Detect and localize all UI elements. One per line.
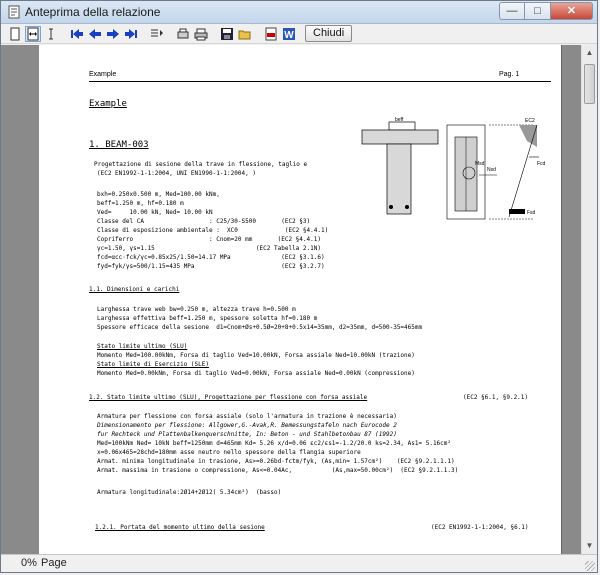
- param-line-6: Copriferro : Cnom=20 mm (EC2 §4.4.1): [97, 236, 321, 243]
- arrow-left-icon: [88, 27, 102, 41]
- intro-line-2: (EC2 EN1992-1-1:2004, UNI EN1990-1-1:2004, ): [97, 170, 256, 177]
- list-arrow-icon: [150, 27, 164, 41]
- toolbar: [1, 24, 597, 44]
- flex-line-5: x=0.06x465=28chd=180mm asse neutro nello spessore della flangia superiore: [97, 449, 361, 456]
- printer-setup-icon: [176, 27, 190, 41]
- subsection-1-2-1: 1.2.1. Portata del momento ultimo della sesione: [95, 524, 265, 531]
- dims-line-1: Larghessa trave web bw=0.250 m, altezza trave h=0.500 m: [97, 306, 296, 313]
- ec2-label: EC2: [525, 118, 535, 124]
- dims-line-2: Larghessa effettiva beff=1.250 m, spessore soletta hf=0.180 m: [97, 315, 318, 322]
- window-title: Anteprima della relazione: [25, 5, 161, 19]
- resize-grip-icon[interactable]: [585, 561, 595, 571]
- document-icon: [7, 5, 21, 19]
- param-line-9: fyd=fyk/γs=500/1.15=435 MPa (EC2 §3.2.7): [97, 263, 325, 270]
- print-button[interactable]: [193, 26, 209, 42]
- dims-line-3: Spessore efficace della sesione d1=Cnom+Øs+0.5Ø=20+8+0.5x14=35mm, d2=35mm, d=500-35=465mm: [97, 324, 423, 331]
- flex-line-3: fur Rechteck und Plattenbalkenquerschnitte, In: Beton - und Stahlbetonbau 87 (1992): [97, 431, 397, 438]
- page-width-icon: [26, 27, 40, 41]
- scroll-up-arrow-icon[interactable]: ▲: [585, 48, 594, 57]
- subsection-1-2: 1.2. Stato limite ultimo (SLU), Progettazione per flessione con forsa assiale: [89, 394, 368, 401]
- printer-icon: [194, 27, 208, 41]
- param-line-2: beff=1.250 m, hf=0.180 m: [97, 200, 184, 207]
- slu-text: Momento Med=100.00kNm, Forsa di taglio Ved=10.00kN, Forsa assiale Ned=10.00kN (trazione): [97, 352, 415, 359]
- export-word-button[interactable]: [281, 26, 297, 42]
- beam-section-figure: [359, 117, 549, 227]
- status-percent: 0%: [21, 557, 37, 569]
- first-page-icon: [70, 27, 84, 41]
- header-rule: [89, 81, 551, 82]
- first-page-button[interactable]: [69, 26, 85, 42]
- document-viewport[interactable]: [1, 45, 581, 554]
- flex-line-7: Armat. massima in trasione o compressione, As<=0.04Ac, (As,max=50.00cm²) (EC2 §9.2.1.1.3): [97, 467, 459, 474]
- single-page-button[interactable]: [7, 26, 23, 42]
- scrollbar-thumb[interactable]: [584, 64, 595, 104]
- flex-line-1: Armatura per flessione con forsa assiale (solo l'armatura in trazione è necessaria): [97, 413, 397, 420]
- open-button[interactable]: [237, 26, 253, 42]
- subsection-1-2-ref: (EC2 §6.1, §9.2.1): [463, 394, 529, 401]
- single-page-icon: [8, 27, 22, 41]
- close-preview-button[interactable]: Chiudi: [305, 25, 352, 42]
- status-page: Page: [41, 557, 67, 569]
- maximize-button[interactable]: □: [525, 2, 551, 20]
- subsection-1-2-1-ref: (EC2 EN1992-1-1:2004, §6.1): [431, 524, 529, 531]
- minimize-button[interactable]: —: [499, 2, 525, 20]
- fsd-label: Fsd: [527, 210, 536, 216]
- doc-title: Example: [89, 99, 127, 109]
- header-page-number: Pag. 1: [499, 71, 520, 78]
- go-to-page-button[interactable]: [149, 26, 165, 42]
- status-bar: [1, 554, 597, 573]
- pdf-icon: [264, 27, 278, 41]
- last-page-icon: [124, 27, 138, 41]
- save-button[interactable]: [219, 26, 235, 42]
- previous-page-button[interactable]: [87, 26, 103, 42]
- fcd-label: Fcd: [537, 161, 546, 167]
- param-line-1: bxh=0.250x0.500 m, Med=100.00 kNm,: [97, 191, 220, 198]
- last-page-button[interactable]: [123, 26, 139, 42]
- param-line-7: γc=1.50, γs=1.15 (EC2 Tabella 2.1N): [97, 245, 321, 252]
- text-cursor-icon: [44, 27, 58, 41]
- param-line-3: Ved= 10.00 kN, Ned= 10.00 kN: [97, 209, 213, 216]
- intro-line-1: Progettazione di sesione della trave in flessione, taglio e: [94, 161, 308, 168]
- sle-label: Stato limite di Esercizio (SLE): [97, 361, 209, 368]
- nsd-label: Nsd: [487, 167, 496, 173]
- sle-text: Momento Med=0.00kNm, Forsa di taglio Ved=0.00kN, Forsa assiale Ned=0.00kN (compressione): [97, 370, 415, 377]
- flex-line-2: Dimensionamento per flessione: Allgower,G.-Avak,R. Bemessungstafeln nach Eurocode 2: [97, 422, 397, 429]
- window-controls: [499, 2, 593, 20]
- print-setup-button[interactable]: [175, 26, 191, 42]
- param-line-5: Classe di esposizione ambientale : XC0 (EC2 §4.4.1): [97, 227, 329, 234]
- slu-label: Stato limite ultimo (SLU): [97, 343, 188, 350]
- svg-text:W: W: [284, 29, 294, 41]
- export-pdf-button[interactable]: [263, 26, 279, 42]
- section-heading: 1. BEAM-003: [89, 140, 149, 150]
- vertical-scrollbar[interactable]: [581, 45, 597, 554]
- flex-line-8: Armatura longitudinale:2Ø14+2Ø12( 5.34cm²) (basso): [97, 489, 282, 496]
- param-line-4: Classe del CA : C25/30-S500 (EC2 §3): [97, 218, 311, 225]
- floppy-disk-icon: [220, 27, 234, 41]
- text-cursor-button[interactable]: [43, 26, 59, 42]
- flex-line-6: Armat. minima longitudinale in trasione, As>=0.26bd·fctm/fyk, (As,min= 1.57cm²) (EC2 §9.2.1.1.1): [97, 458, 455, 465]
- folder-open-icon: [238, 27, 252, 41]
- header-left: Example: [89, 71, 117, 78]
- page-width-button[interactable]: [25, 26, 41, 42]
- flex-line-4: Med=100kNm Ned= 10kN beff=1250mm d=465mm Kd= 5.26 x/d=0.06 εc2/εs1=-1.2/20.0 ks=2.34, As1= 5.16cm²: [97, 440, 452, 447]
- subsection-1-1: 1.1. Dimensioni e carichi: [89, 286, 180, 293]
- close-window-button[interactable]: ✕: [551, 2, 593, 20]
- title-bar[interactable]: [1, 1, 597, 24]
- param-line-8: fcd=αcc·fck/γc=0.85x25/1.50=14.17 MPa (EC2 §3.1.6): [97, 254, 325, 261]
- word-icon: [282, 27, 296, 41]
- scroll-down-arrow-icon[interactable]: ▼: [585, 541, 594, 550]
- arrow-right-icon: [106, 27, 120, 41]
- msd-label: Msd: [475, 161, 485, 167]
- beff-label: beff: [395, 117, 404, 123]
- next-page-button[interactable]: [105, 26, 121, 42]
- document-page: [39, 45, 561, 554]
